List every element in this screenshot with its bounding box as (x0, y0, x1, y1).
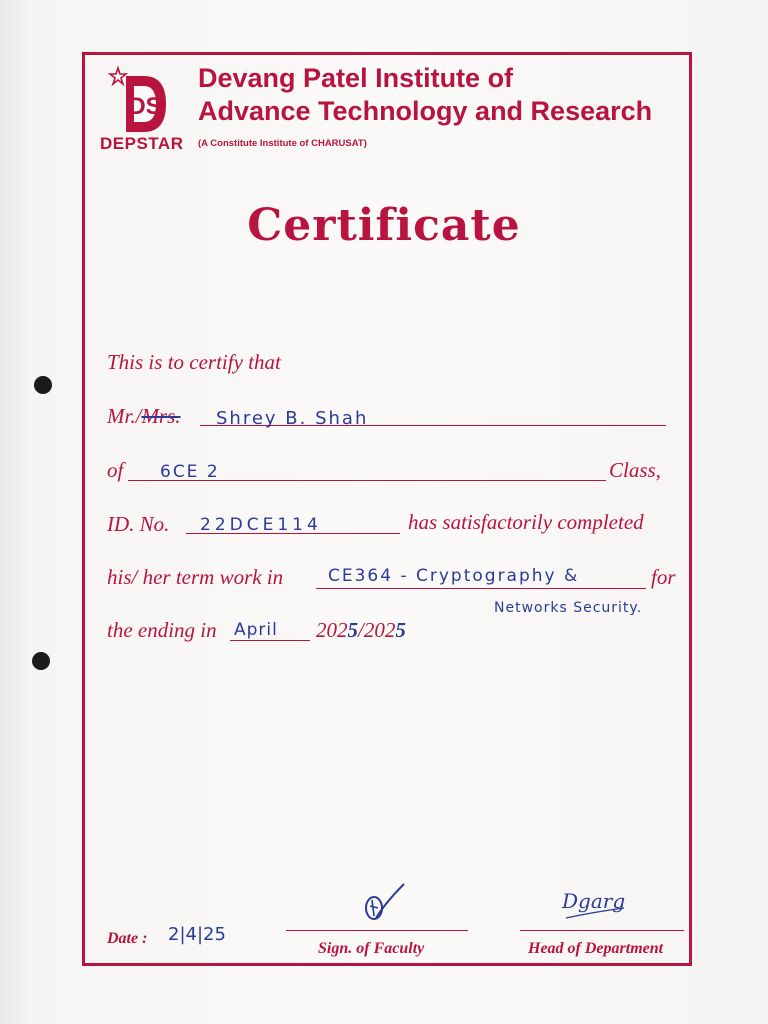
hod-signature (558, 878, 638, 926)
salutation-mrs: Mrs. (141, 404, 181, 428)
date-label: Date : (107, 930, 148, 947)
institute-line-2: Advance Technology and Research (198, 96, 653, 126)
date-value: 2|4|25 (168, 924, 226, 945)
certificate-border (82, 52, 692, 966)
subject-line-1: CE364 - Cryptography & (328, 566, 580, 586)
year-2-handwritten: 5 (395, 618, 406, 642)
year-prefix-1: 202 (316, 618, 348, 642)
certificate-title: Certificate (247, 200, 521, 251)
id-value: 22DCE114 (200, 515, 322, 535)
faculty-sign-line (286, 930, 468, 931)
logo-letters: DS (128, 93, 162, 120)
subject-underline (316, 588, 646, 589)
class-value: 6CE 2 (160, 462, 220, 482)
student-name: Shrey B. Shah (216, 408, 369, 429)
completed-text: has satisfactorily completed (408, 510, 644, 534)
depstar-logo (104, 66, 174, 134)
salutation-mr: Mr./ (107, 404, 142, 428)
month-underline (230, 640, 310, 641)
of-label: of (107, 458, 124, 482)
subject-line-2: Networks Security. (494, 600, 643, 616)
institute-name (198, 62, 652, 128)
faculty-label: Sign. of Faculty (318, 940, 425, 957)
ending-text: the ending in (107, 618, 217, 642)
academic-year (316, 618, 406, 643)
ending-month: April (234, 620, 278, 640)
id-label: ID. No. (107, 512, 170, 536)
class-label: Class, (609, 458, 661, 482)
term-text: his/ her term work in (107, 565, 284, 589)
punch-hole-top (34, 376, 52, 394)
institute-line-1: Devang Patel Institute of (198, 63, 514, 93)
logo-wordmark: DEPSTAR (100, 134, 184, 153)
punch-hole-bottom (32, 652, 50, 670)
for-text: for (651, 565, 676, 589)
hod-sign-line (520, 930, 684, 931)
certify-text: This is to certify that (107, 350, 281, 374)
faculty-signature (356, 878, 416, 926)
salutation (107, 404, 181, 429)
year-separator: / (358, 618, 364, 642)
year-1-handwritten: 5 (347, 618, 358, 642)
year-prefix-2: 202 (363, 618, 396, 642)
institute-subtitle: (A Constitute Institute of CHARUSAT) (198, 138, 367, 149)
hod-label: Head of Department (528, 940, 664, 957)
hod-signature-text: Dgarg (562, 889, 626, 913)
